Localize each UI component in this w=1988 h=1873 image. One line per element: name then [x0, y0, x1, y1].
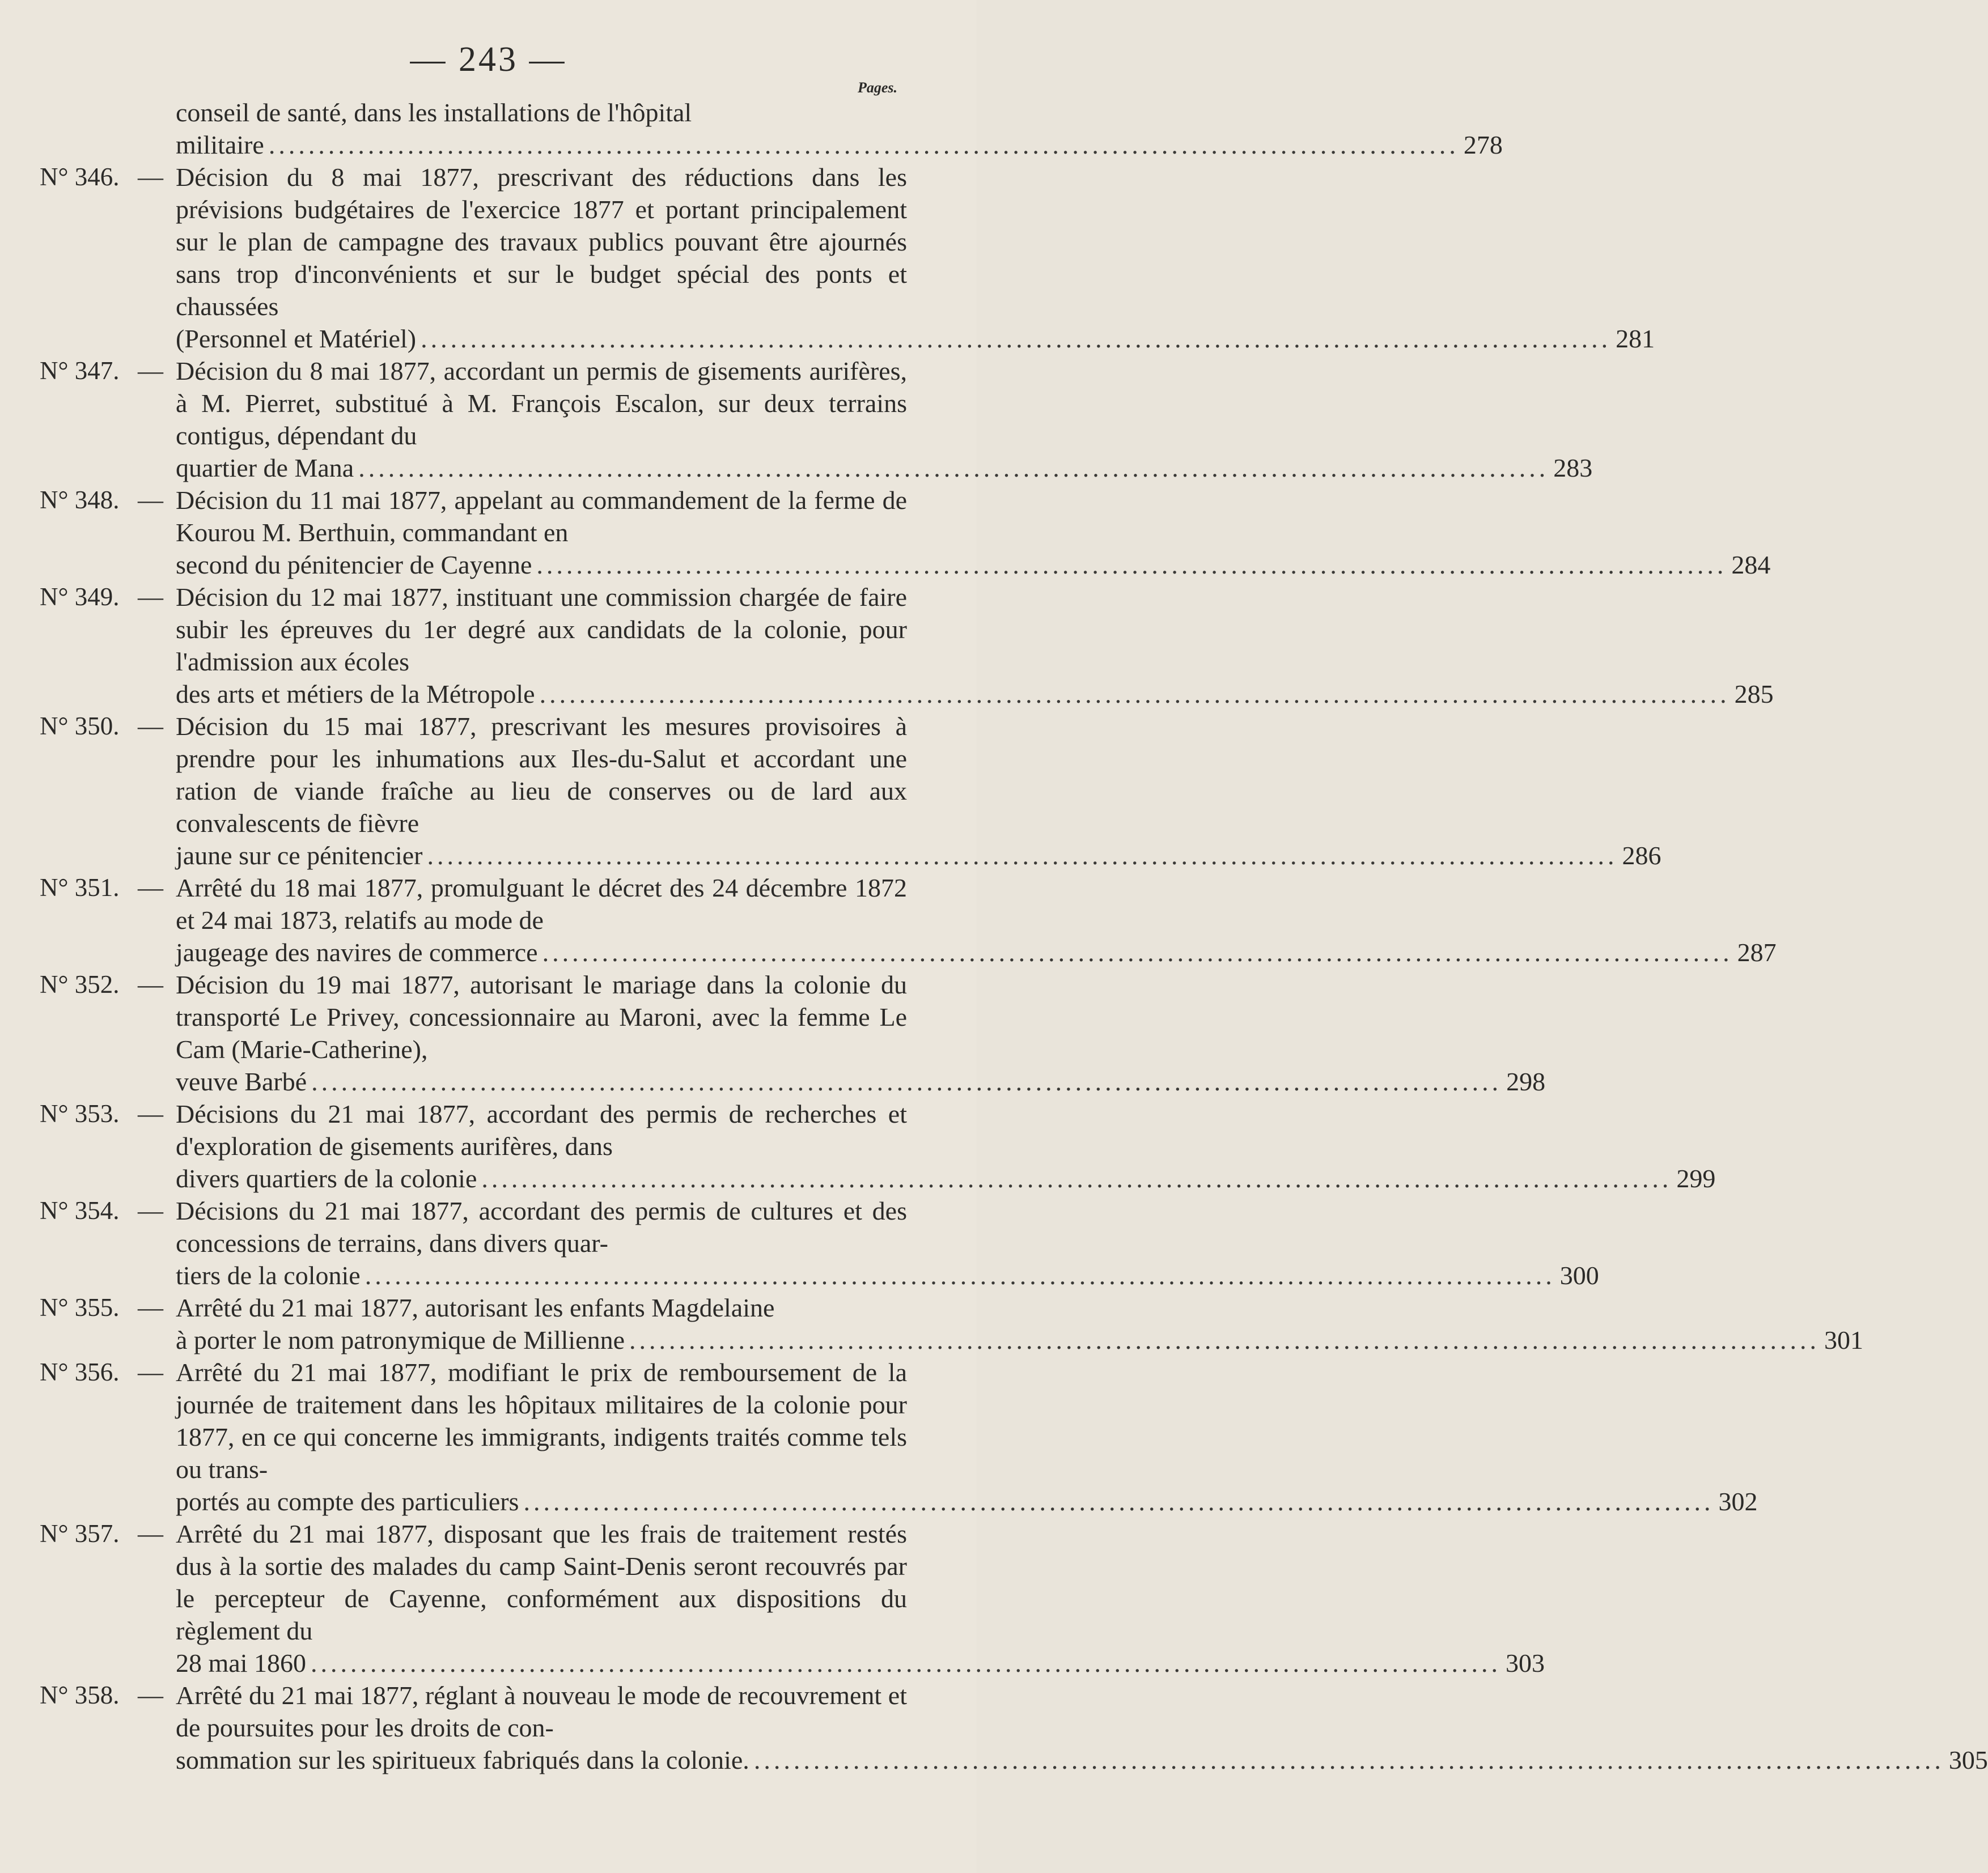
entry-last-line [176, 1744, 1988, 1776]
entry-dash: — [138, 1519, 163, 1548]
entry-page-number: 301 [1824, 1326, 1863, 1354]
entry-last-line [176, 1485, 1758, 1518]
entry-description: Décisions du 21 mai 1877, accordant des permis de recherches et d'exploration de gisements aurifères, dans [176, 1099, 907, 1161]
dot-leader: ........................................................................................................................ [364, 1261, 1555, 1290]
entry-page-number: 284 [1731, 550, 1771, 579]
entry-number: N° 357. [40, 1519, 120, 1548]
entry-dash: — [138, 1358, 163, 1386]
toc-entry [0, 96, 1503, 161]
entry-page-number: 286 [1622, 841, 1661, 870]
entry-page-number: 299 [1676, 1164, 1716, 1193]
entry-description: Décision du 8 mai 1877, prescrivant des réductions dans les prévisions budgétaires de l'exercice 1877 et portant principalement sur le plan de campagne des travaux publics pouvant être ajournés sans trop d'inconvénients et sur le budget spécial des ponts et chaussées [176, 163, 907, 321]
entry-text [176, 710, 1661, 872]
toc-entry [0, 1518, 1545, 1679]
entry-number: N° 352. [40, 970, 120, 999]
entry-last-line-text: (Personnel et Matériel) [176, 324, 417, 353]
toc-entry [0, 872, 1777, 969]
entry-dash: — [138, 1681, 163, 1709]
entry-description: Décisions du 21 mai 1877, accordant des permis de cultures et des concessions de terrains, dans divers quar- [176, 1196, 907, 1258]
entry-last-line-text: veuve Barbé [176, 1067, 307, 1096]
entry-text [176, 1098, 1716, 1195]
toc-entry [0, 710, 1661, 872]
entry-number: N° 350. [40, 712, 120, 740]
dot-leader: ........................................................................................................................ [310, 1649, 1501, 1677]
page-number: — 243 — [410, 40, 567, 79]
entry-last-line-text: sommation sur les spiritueux fabriqués dans la colonie. [176, 1745, 749, 1774]
dot-leader: ........................................................................................................................ [421, 324, 1612, 353]
entry-number: N° 349. [40, 583, 120, 611]
entry-number: N° 356. [40, 1358, 120, 1386]
entry-last-line [176, 322, 1655, 355]
toc-entry [0, 1679, 1988, 1776]
entry-description: Décision du 12 mai 1877, instituant une commission chargée de faire subir les épreuves du 1er degré aux candidats de la colonie, pour l'admission aux écoles [176, 583, 907, 676]
entry-number: N° 354. [40, 1196, 120, 1225]
entry-last-line-text: portés au compte des particuliers [176, 1487, 519, 1516]
entry-text [176, 1292, 1863, 1356]
entry-last-line [176, 549, 1771, 581]
toc-entry [0, 1292, 1863, 1356]
entry-dash: — [138, 970, 163, 999]
entry-text [176, 484, 1771, 581]
entry-description: Arrêté du 21 mai 1877, disposant que les frais de traitement restés dus à la sortie des malades du camp Saint-Denis seront recouvrés par le percepteur de Cayenne, conformément aux dispositions du règlement du [176, 1519, 907, 1645]
dot-leader: ........................................................................................................................ [536, 550, 1727, 579]
entry-page-number: 281 [1616, 324, 1655, 353]
dot-leader: ........................................................................................................................ [753, 1745, 1944, 1774]
toc-entry [0, 161, 1655, 355]
entry-number: N° 346. [40, 163, 120, 191]
entry-page-number: 285 [1734, 679, 1774, 708]
entry-page-number: 303 [1505, 1649, 1545, 1677]
entry-last-line [176, 1162, 1716, 1195]
entry-last-line-text: militaire [176, 130, 264, 159]
entry-description: Décision du 8 mai 1877, accordant un permis de gisements aurifères, à M. Pierret, substitué à M. François Escalon, sur deux terrains contigus, dépendant du [176, 356, 907, 450]
entry-description: Décision du 11 mai 1877, appelant au commandement de la ferme de Kourou M. Berthuin, commandant en [176, 486, 907, 547]
entry-dash: — [138, 1293, 163, 1322]
entry-number: N° 358. [40, 1681, 120, 1709]
entry-last-line-text: jaune sur ce pénitencier [176, 841, 423, 870]
toc-entry [0, 1356, 1758, 1518]
entry-text [176, 969, 1546, 1098]
entry-last-line [176, 452, 1593, 484]
entry-number: N° 348. [40, 486, 120, 514]
entry-last-line [176, 129, 1503, 161]
entry-description: Arrêté du 18 mai 1877, promulguant le décret des 24 décembre 1872 et 24 mai 1873, relatifs au mode de [176, 873, 907, 935]
entry-text [176, 872, 1777, 969]
entry-last-line-text: à porter le nom patronymique de Millienne [176, 1326, 625, 1354]
entry-dash: — [138, 486, 163, 514]
entry-page-number: 300 [1559, 1261, 1599, 1290]
entry-last-line [176, 1647, 1545, 1679]
entry-text [176, 1195, 1599, 1292]
dot-leader: ........................................................................................................................ [523, 1487, 1714, 1516]
entry-text [176, 161, 1655, 355]
entry-text [176, 355, 1593, 484]
entry-number: N° 353. [40, 1099, 120, 1128]
entry-last-line [176, 839, 1661, 872]
entry-last-line-text: des arts et métiers de la Métropole [176, 679, 535, 708]
entry-description: Arrêté du 21 mai 1877, modifiant le prix de remboursement de la journée de traitement dans les hôpitaux militaires de la colonie pour 1877, en ce qui concerne les immigrants, indigents traités comme tels ou trans- [176, 1358, 907, 1484]
entry-text [176, 1356, 1758, 1518]
entry-text [176, 1679, 1988, 1776]
dot-leader: ........................................................................................................................ [481, 1164, 1672, 1193]
entry-number: N° 355. [40, 1293, 120, 1322]
entry-dash: — [138, 1196, 163, 1225]
dot-leader: ........................................................................................................................ [358, 453, 1549, 482]
dot-leader: ........................................................................................................................ [542, 938, 1733, 967]
entry-page-number: 302 [1718, 1487, 1758, 1516]
entry-last-line [176, 936, 1777, 969]
entry-last-line-text: tiers de la colonie [176, 1261, 361, 1290]
entry-page-number: 305 [1948, 1745, 1988, 1774]
entry-last-line [176, 1324, 1863, 1356]
pages-column-label: Pages. [857, 79, 897, 96]
entry-page-number: 287 [1737, 938, 1777, 967]
toc-entry [0, 484, 1771, 581]
entry-number: N° 347. [40, 356, 120, 385]
entry-last-line-text: divers quartiers de la colonie [176, 1164, 477, 1193]
entry-dash: — [138, 583, 163, 611]
toc-entry [0, 1098, 1716, 1195]
entry-text [176, 581, 1774, 710]
entry-description: conseil de santé, dans les installations de l'hôpital [176, 98, 692, 127]
entry-description: Décision du 15 mai 1877, prescrivant les mesures provisoires à prendre pour les inhumations aux Iles-du-Salut et accordant une ration de viande fraîche au lieu de conserves ou de lard aux convalescents de fièvre [176, 712, 907, 838]
dot-leader: ........................................................................................................................ [311, 1067, 1502, 1096]
toc-entry [0, 969, 1546, 1098]
toc-entry [0, 355, 1593, 484]
toc-entry [0, 581, 1774, 710]
entry-last-line [176, 1065, 1546, 1098]
entry-last-line-text: jaugeage des navires de commerce [176, 938, 538, 967]
table-of-contents [0, 96, 1988, 1776]
entry-description: Arrêté du 21 mai 1877, réglant à nouveau le mode de recouvrement et de poursuites pour les droits de con- [176, 1681, 907, 1742]
entry-text [176, 96, 1503, 161]
dot-leader: ........................................................................................................................ [427, 841, 1618, 870]
entry-number: N° 351. [40, 873, 120, 902]
entry-last-line-text: second du pénitencier de Cayenne [176, 550, 532, 579]
entry-description: Décision du 19 mai 1877, autorisant le mariage dans la colonie du transporté Le Privey, concessionnaire au Maroni, avec la femme Le Cam (Marie-Catherine), [176, 970, 907, 1064]
dot-leader: ........................................................................................................................ [629, 1326, 1820, 1354]
entry-dash: — [138, 163, 163, 191]
entry-last-line-text: 28 mai 1860 [176, 1649, 306, 1677]
dot-leader: ........................................................................................................................ [268, 130, 1459, 159]
toc-entry [0, 1195, 1599, 1292]
entry-last-line [176, 1259, 1599, 1292]
entry-dash: — [138, 873, 163, 902]
entry-page-number: 298 [1506, 1067, 1546, 1096]
entry-description: Arrêté du 21 mai 1877, autorisant les enfants Magdelaine [176, 1293, 775, 1322]
entry-page-number: 283 [1553, 453, 1593, 482]
entry-page-number: 278 [1463, 130, 1503, 159]
dot-leader: ........................................................................................................................ [539, 679, 1730, 708]
entry-last-line [176, 678, 1774, 710]
entry-last-line-text: quartier de Mana [176, 453, 354, 482]
entry-dash: — [138, 712, 163, 740]
entry-text [176, 1518, 1545, 1679]
entry-dash: — [138, 356, 163, 385]
entry-dash: — [138, 1099, 163, 1128]
